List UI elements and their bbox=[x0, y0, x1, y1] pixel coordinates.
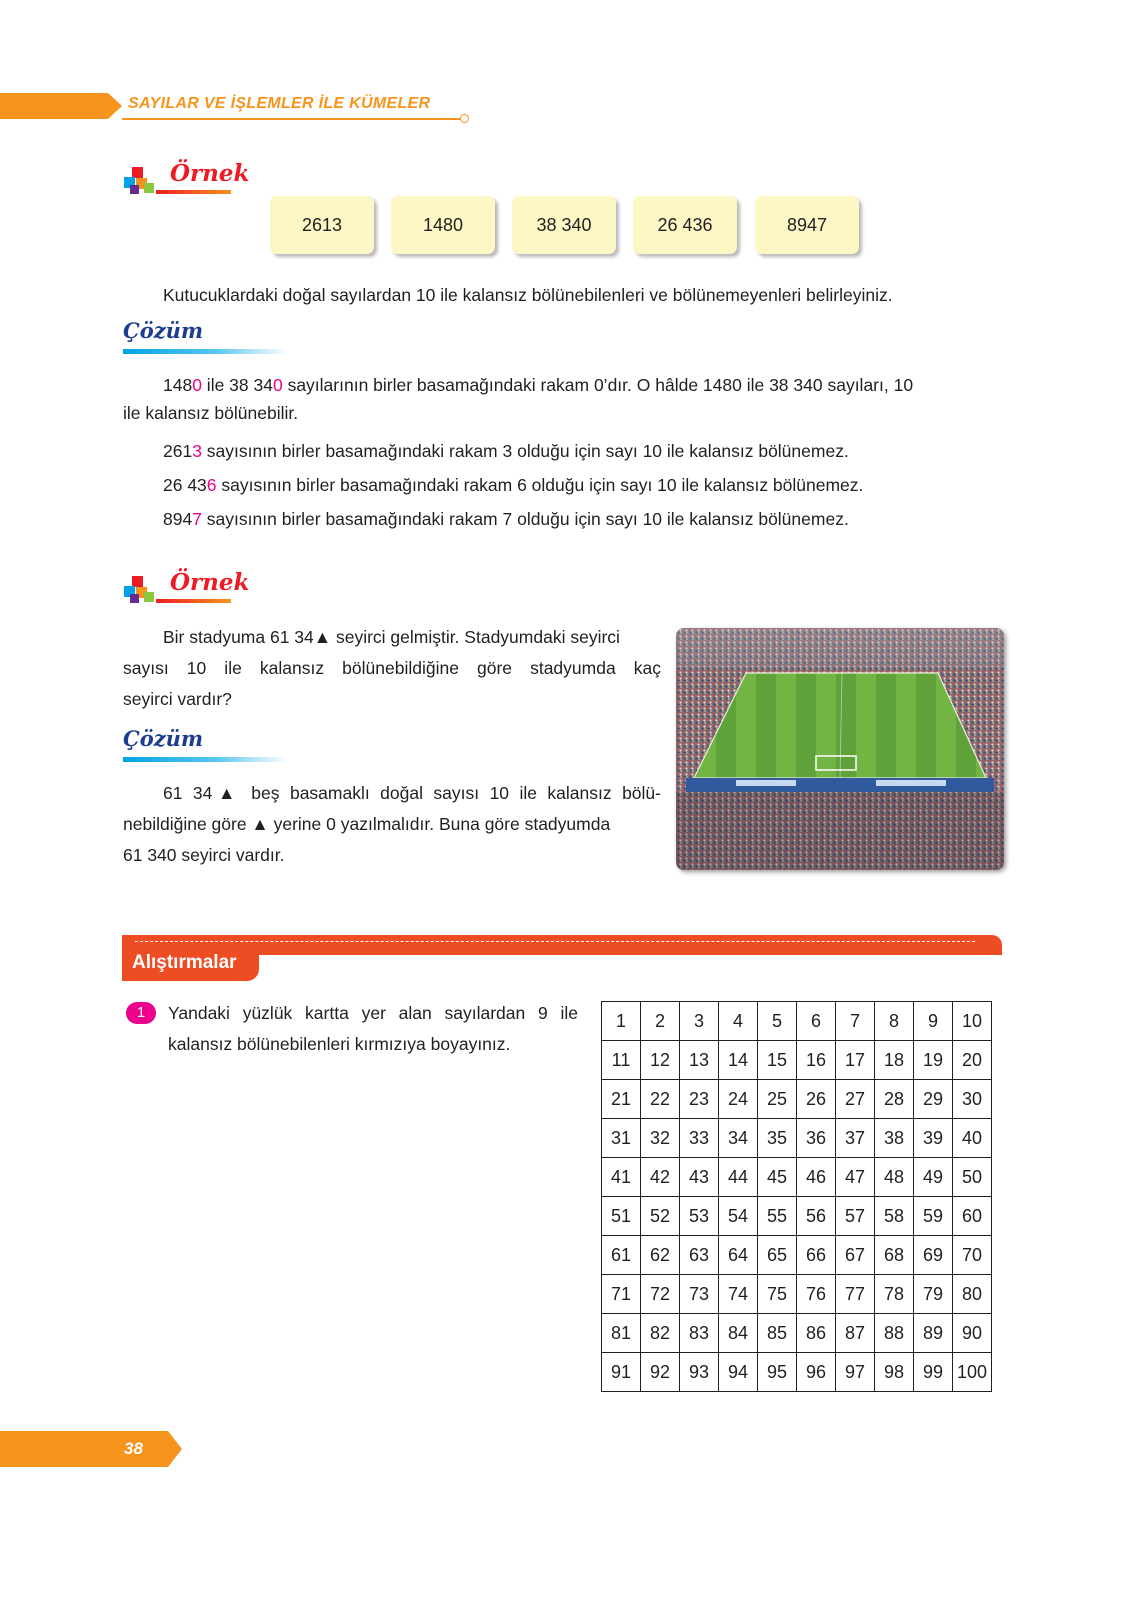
grid-cell[interactable]: 98 bbox=[875, 1353, 914, 1392]
grid-cell[interactable]: 81 bbox=[602, 1314, 641, 1353]
grid-cell[interactable]: 37 bbox=[836, 1119, 875, 1158]
grid-cell[interactable]: 23 bbox=[680, 1080, 719, 1119]
grid-cell[interactable]: 31 bbox=[602, 1119, 641, 1158]
grid-row bbox=[602, 1158, 992, 1197]
grid-cell[interactable]: 60 bbox=[953, 1197, 992, 1236]
stadium-photo bbox=[676, 628, 1004, 870]
exercise-number-badge: 1 bbox=[126, 1002, 156, 1024]
grid-cell[interactable]: 22 bbox=[641, 1080, 680, 1119]
grid-cell[interactable]: 90 bbox=[953, 1314, 992, 1353]
grid-cell[interactable]: 3 bbox=[680, 1002, 719, 1041]
grid-cell[interactable]: 17 bbox=[836, 1041, 875, 1080]
grid-cell[interactable]: 64 bbox=[719, 1236, 758, 1275]
grid-cell[interactable]: 20 bbox=[953, 1041, 992, 1080]
grid-cell[interactable]: 6 bbox=[797, 1002, 836, 1041]
grid-cell[interactable]: 53 bbox=[680, 1197, 719, 1236]
grid-cell[interactable]: 44 bbox=[719, 1158, 758, 1197]
example-underline bbox=[156, 190, 231, 194]
grid-cell[interactable]: 67 bbox=[836, 1236, 875, 1275]
grid-cell[interactable]: 68 bbox=[875, 1236, 914, 1275]
grid-cell[interactable]: 50 bbox=[953, 1158, 992, 1197]
grid-cell[interactable]: 41 bbox=[602, 1158, 641, 1197]
grid-cell[interactable]: 89 bbox=[914, 1314, 953, 1353]
solution-line: nebildiğine göre ▲ yerine 0 yazılmalıdır. Buna göre stadyumda bbox=[123, 814, 611, 834]
solution-paragraph: 2613 sayısının birler basamağındaki rakam 3 olduğu için sayı 10 ile kalansız bölünemez. bbox=[163, 441, 849, 461]
example-heading: Örnek bbox=[170, 160, 250, 187]
grid-cell[interactable]: 4 bbox=[719, 1002, 758, 1041]
number-box: 1480 bbox=[391, 196, 495, 254]
grid-row bbox=[602, 1041, 992, 1080]
header-bar bbox=[0, 93, 108, 119]
grid-cell[interactable]: 77 bbox=[836, 1275, 875, 1314]
grid-cell[interactable]: 19 bbox=[914, 1041, 953, 1080]
grid-cell[interactable]: 11 bbox=[602, 1041, 641, 1080]
grid-cell[interactable]: 28 bbox=[875, 1080, 914, 1119]
grid-cell[interactable]: 54 bbox=[719, 1197, 758, 1236]
grid-row bbox=[602, 1314, 992, 1353]
grid-cell[interactable]: 83 bbox=[680, 1314, 719, 1353]
grid-row bbox=[602, 1002, 992, 1041]
grid-cell[interactable]: 66 bbox=[797, 1236, 836, 1275]
grid-cell[interactable]: 75 bbox=[758, 1275, 797, 1314]
grid-cell[interactable]: 55 bbox=[758, 1197, 797, 1236]
solution-paragraph: 1480 ile 38 340 sayılarının birler basamağındaki rakam 0’dır. O hâlde 1480 ile 38 340 sayıları, 10 bbox=[163, 375, 914, 395]
grid-cell[interactable]: 9 bbox=[914, 1002, 953, 1041]
grid-cell[interactable]: 92 bbox=[641, 1353, 680, 1392]
grid-cell[interactable]: 40 bbox=[953, 1119, 992, 1158]
header-dot bbox=[460, 114, 469, 123]
grid-cell[interactable]: 100 bbox=[953, 1353, 992, 1392]
grid-cell[interactable]: 13 bbox=[680, 1041, 719, 1080]
solution-paragraph: 8947 sayısının birler basamağındaki rakam 7 olduğu için sayı 10 ile kalansız bölünemez. bbox=[163, 509, 849, 529]
grid-cell[interactable]: 38 bbox=[875, 1119, 914, 1158]
solution-line: 61 340 seyirci vardır. bbox=[123, 845, 285, 865]
grid-cell[interactable]: 29 bbox=[914, 1080, 953, 1119]
grid-cell[interactable]: 7 bbox=[836, 1002, 875, 1041]
grid-cell[interactable]: 25 bbox=[758, 1080, 797, 1119]
grid-cell[interactable]: 88 bbox=[875, 1314, 914, 1353]
grid-cell[interactable]: 8 bbox=[875, 1002, 914, 1041]
example-question-line: seyirci vardır? bbox=[123, 689, 232, 709]
grid-cell[interactable]: 94 bbox=[719, 1353, 758, 1392]
grid-cell[interactable]: 85 bbox=[758, 1314, 797, 1353]
grid-row bbox=[602, 1353, 992, 1392]
grid-cell[interactable]: 5 bbox=[758, 1002, 797, 1041]
grid-cell[interactable]: 80 bbox=[953, 1275, 992, 1314]
solution-heading: Çözüm bbox=[123, 726, 204, 751]
number-box: 8947 bbox=[755, 196, 859, 254]
grid-cell[interactable]: 45 bbox=[758, 1158, 797, 1197]
grid-cell[interactable]: 36 bbox=[797, 1119, 836, 1158]
grid-cell[interactable]: 58 bbox=[875, 1197, 914, 1236]
grid-cell[interactable]: 74 bbox=[719, 1275, 758, 1314]
example-question-line: sayısı 10 ile kalansız bölünebildiğine göre stadyumda kaç bbox=[123, 658, 661, 678]
grid-cell[interactable]: 59 bbox=[914, 1197, 953, 1236]
grid-cell[interactable]: 96 bbox=[797, 1353, 836, 1392]
grid-cell[interactable]: 99 bbox=[914, 1353, 953, 1392]
grid-cell[interactable]: 78 bbox=[875, 1275, 914, 1314]
grid-cell[interactable]: 87 bbox=[836, 1314, 875, 1353]
grid-cell[interactable]: 73 bbox=[680, 1275, 719, 1314]
solution-underline bbox=[123, 757, 288, 762]
grid-cell[interactable]: 15 bbox=[758, 1041, 797, 1080]
header-underline bbox=[122, 118, 462, 120]
grid-cell[interactable]: 34 bbox=[719, 1119, 758, 1158]
grid-cell[interactable]: 51 bbox=[602, 1197, 641, 1236]
header-arrow bbox=[108, 93, 122, 119]
solution-underline bbox=[123, 349, 288, 354]
number-box: 26 436 bbox=[633, 196, 737, 254]
grid-cell[interactable]: 46 bbox=[797, 1158, 836, 1197]
grid-cell[interactable]: 57 bbox=[836, 1197, 875, 1236]
solution-paragraph-cont: ile kalansız bölünebilir. bbox=[123, 403, 299, 423]
number-box: 2613 bbox=[270, 196, 374, 254]
grid-cell[interactable]: 61 bbox=[602, 1236, 641, 1275]
exercises-title: Alıştırmalar bbox=[122, 945, 259, 981]
grid-cell[interactable]: 97 bbox=[836, 1353, 875, 1392]
example-question: Kutucuklardaki doğal sayılardan 10 ile kalansız bölünebilenleri ve bölünemeyenleri belirleyiniz. bbox=[163, 285, 893, 305]
grid-cell[interactable]: 48 bbox=[875, 1158, 914, 1197]
grid-cell[interactable]: 2 bbox=[641, 1002, 680, 1041]
grid-cell[interactable]: 93 bbox=[680, 1353, 719, 1392]
grid-cell[interactable]: 79 bbox=[914, 1275, 953, 1314]
header-title: SAYILAR VE İŞLEMLER İLE KÜMELER bbox=[128, 95, 431, 112]
grid-row bbox=[602, 1275, 992, 1314]
grid-cell[interactable]: 12 bbox=[641, 1041, 680, 1080]
grid-cell[interactable]: 39 bbox=[914, 1119, 953, 1158]
grid-cell[interactable]: 63 bbox=[680, 1236, 719, 1275]
grid-cell[interactable]: 30 bbox=[953, 1080, 992, 1119]
grid-cell[interactable]: 16 bbox=[797, 1041, 836, 1080]
grid-cell[interactable]: 21 bbox=[602, 1080, 641, 1119]
grid-cell[interactable]: 42 bbox=[641, 1158, 680, 1197]
grid-cell[interactable]: 49 bbox=[914, 1158, 953, 1197]
example-heading: Örnek bbox=[170, 569, 250, 596]
grid-cell[interactable]: 24 bbox=[719, 1080, 758, 1119]
grid-cell[interactable]: 10 bbox=[953, 1002, 992, 1041]
hundred-chart bbox=[601, 1001, 992, 1392]
example-question-line: Bir stadyuma 61 34▲ seyirci gelmiştir. Stadyumdaki seyirci bbox=[163, 627, 620, 647]
grid-row bbox=[602, 1236, 992, 1275]
grid-cell[interactable]: 52 bbox=[641, 1197, 680, 1236]
grid-cell[interactable]: 33 bbox=[680, 1119, 719, 1158]
grid-row bbox=[602, 1119, 992, 1158]
footer-arrow bbox=[168, 1431, 182, 1467]
grid-cell[interactable]: 35 bbox=[758, 1119, 797, 1158]
grid-cell[interactable]: 65 bbox=[758, 1236, 797, 1275]
grid-cell[interactable]: 62 bbox=[641, 1236, 680, 1275]
example-underline bbox=[156, 599, 231, 603]
page-number: 38 bbox=[124, 1439, 143, 1458]
grid-cell[interactable]: 32 bbox=[641, 1119, 680, 1158]
grid-cell[interactable]: 1 bbox=[602, 1002, 641, 1041]
grid-cell[interactable]: 43 bbox=[680, 1158, 719, 1197]
grid-row bbox=[602, 1197, 992, 1236]
solution-heading: Çözüm bbox=[123, 318, 204, 343]
grid-cell[interactable]: 14 bbox=[719, 1041, 758, 1080]
grid-cell[interactable]: 91 bbox=[602, 1353, 641, 1392]
grid-cell[interactable]: 27 bbox=[836, 1080, 875, 1119]
grid-cell[interactable]: 47 bbox=[836, 1158, 875, 1197]
grid-cell[interactable]: 18 bbox=[875, 1041, 914, 1080]
grid-cell[interactable]: 70 bbox=[953, 1236, 992, 1275]
exercise-text-line: kalansız bölünebilenleri kırmızıya boyayınız. bbox=[168, 1034, 511, 1054]
grid-cell[interactable]: 82 bbox=[641, 1314, 680, 1353]
cubes-icon bbox=[122, 166, 156, 196]
solution-paragraph: 26 436 sayısının birler basamağındaki rakam 6 olduğu için sayı 10 ile kalansız bölünemez. bbox=[163, 475, 864, 495]
solution-line: 61 34▲ beş basamaklı doğal sayısı 10 ile kalansız bölü- bbox=[163, 783, 661, 803]
number-box: 38 340 bbox=[512, 196, 616, 254]
exercises-dash-line bbox=[135, 941, 975, 942]
grid-cell[interactable]: 95 bbox=[758, 1353, 797, 1392]
grid-cell[interactable]: 71 bbox=[602, 1275, 641, 1314]
grid-cell[interactable]: 84 bbox=[719, 1314, 758, 1353]
grid-row bbox=[602, 1080, 992, 1119]
exercise-text-line: Yandaki yüzlük kartta yer alan sayılardan 9 ile bbox=[168, 1003, 578, 1023]
grid-cell[interactable]: 56 bbox=[797, 1197, 836, 1236]
cubes-icon bbox=[122, 575, 156, 605]
grid-cell[interactable]: 72 bbox=[641, 1275, 680, 1314]
grid-cell[interactable]: 69 bbox=[914, 1236, 953, 1275]
grid-cell[interactable]: 86 bbox=[797, 1314, 836, 1353]
grid-cell[interactable]: 26 bbox=[797, 1080, 836, 1119]
grid-cell[interactable]: 76 bbox=[797, 1275, 836, 1314]
